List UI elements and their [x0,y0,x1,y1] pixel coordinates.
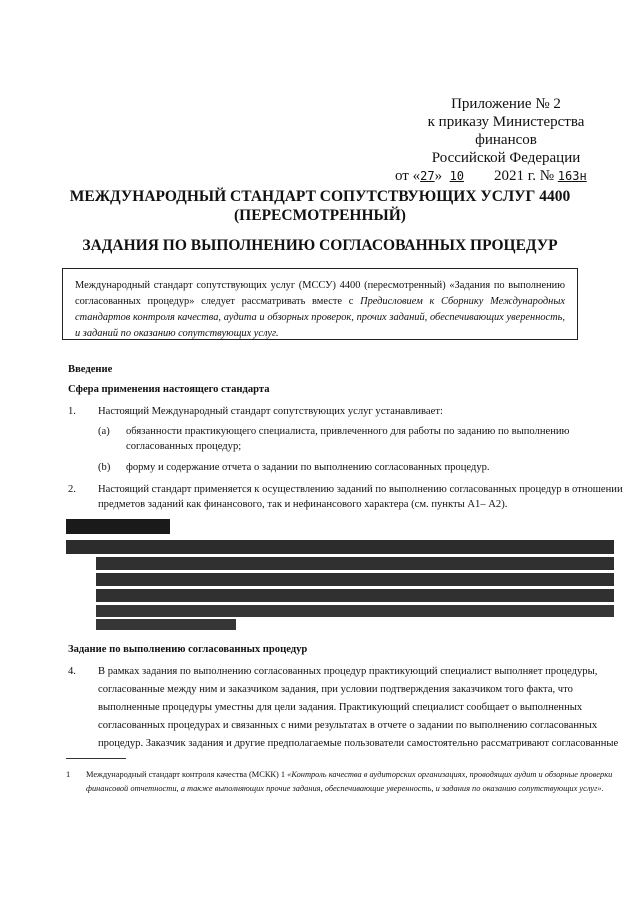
redacted-line-5 [96,605,614,617]
heading-introduction: Введение [68,364,113,375]
appendix-header [395,95,617,185]
intro-box-text: Международный стандарт сопутствующих услуг (МССУ) 4400 (пересмотренный) «Задания по выполнению согласованных процедур» следует рассматривать вместе с [75,280,565,307]
title-line-1: МЕЖДУНАРОДНЫЙ СТАНДАРТ СОПУТСТВУЮЩИХ УСЛУГ 4400 [69,188,571,205]
p1-b-label: (b) [98,462,111,473]
footnote-mark: 1 [66,770,71,779]
p1-b-text: форму и содержание отчета о задании по выполнению согласованных процедур. [126,462,490,473]
p1-a-line-2: согласованных процедур; [126,441,242,452]
p4-line-5: процедур. Заказчик задания и другие предполагаемые пользователи самостоятельно рассматривают согласованные [98,738,619,749]
intro-box [62,268,578,340]
footnote-italic-2: финансовой отчетности, а также выполняющих прочие задания, обеспечивающие уверенность, и задания по оказанию сопутствующих услуг». [86,784,604,793]
order-year: 2021 г. № [494,168,555,184]
p4-line-4: согласованных процедурах и связанных с ними результатах в отчете о задании по выполнению согласованных [98,720,598,731]
intro-box-italic: Предисловием к Сборнику Международных стандартов контроля качества, аудита и обзорных проверок, прочих заданий, обеспечивающих уверенность, и заданий по оказанию сопутствующих услуг. [75,296,565,339]
order-number: 163н [557,169,587,183]
p4-line-2: согласованные между ним и заказчиком задания, при условии подтверждения заказчиком того факта, что [98,684,573,695]
p1-a-label: (a) [98,426,110,437]
redacted-line-6 [96,619,236,630]
title-line-2: (ПЕРЕСМОТРЕННЫЙ) [234,207,406,224]
p2-number: 2. [68,484,76,495]
order-month: 10 [449,169,465,183]
redacted-heading [66,519,170,534]
p2-line-2: предметов заданий как финансового, так и нефинансового характера (см. пункты А1– А2). [98,499,508,510]
footnote-italic-1: «Контроль качества в аудиторских организациях, проводящих аудит и обзорные проверки [287,770,613,779]
date-mid: » [434,168,443,184]
heading-scope: Сфера применения настоящего стандарта [68,384,270,395]
heading-agreed-procedures: Задание по выполнению согласованных процедур [68,644,308,655]
footnote-rule [66,758,126,759]
appendix-line-1: Приложение № 2 [451,96,561,112]
appendix-line-3: Российской Федерации [431,150,581,166]
p4-line-1: В рамках задания по выполнению согласованных процедур практикующий специалист выполняет процедуры, [98,666,598,677]
redacted-line-2 [96,557,614,570]
document-title [40,187,600,225]
document-subtitle: ЗАДАНИЯ ПО ВЫПОЛНЕНИЮ СОГЛАСОВАННЫХ ПРОЦЕДУР [82,237,558,254]
order-day: 27 [420,169,435,183]
order-date-line [395,167,617,185]
redacted-line-1 [66,540,614,554]
footnote-line-1 [86,768,612,782]
p1-number: 1. [68,406,76,417]
appendix-line-2: к приказу Министерства финансов [427,114,585,148]
date-prefix: от « [395,168,421,184]
p1-a-line-1: обязанности практикующего специалиста, привлеченного для работы по заданию по выполнению [126,426,570,437]
redacted-line-4 [96,589,614,602]
redacted-line-3 [96,573,614,586]
p4-line-3: выполненные процедуры уместны для цели задания. Практикующий специалист сообщает о выполненных [98,702,583,713]
footnote-line-2 [86,782,604,796]
p4-number: 4. [68,666,76,677]
footnote-text: Международный стандарт контроля качества (МСКК) 1 [86,770,288,779]
p1-text: Настоящий Международный стандарт сопутствующих услуг устанавливает: [98,406,443,417]
p2-line-1: Настоящий стандарт применяется к осуществлению заданий по выполнению согласованных процедур в отношении [98,484,623,495]
